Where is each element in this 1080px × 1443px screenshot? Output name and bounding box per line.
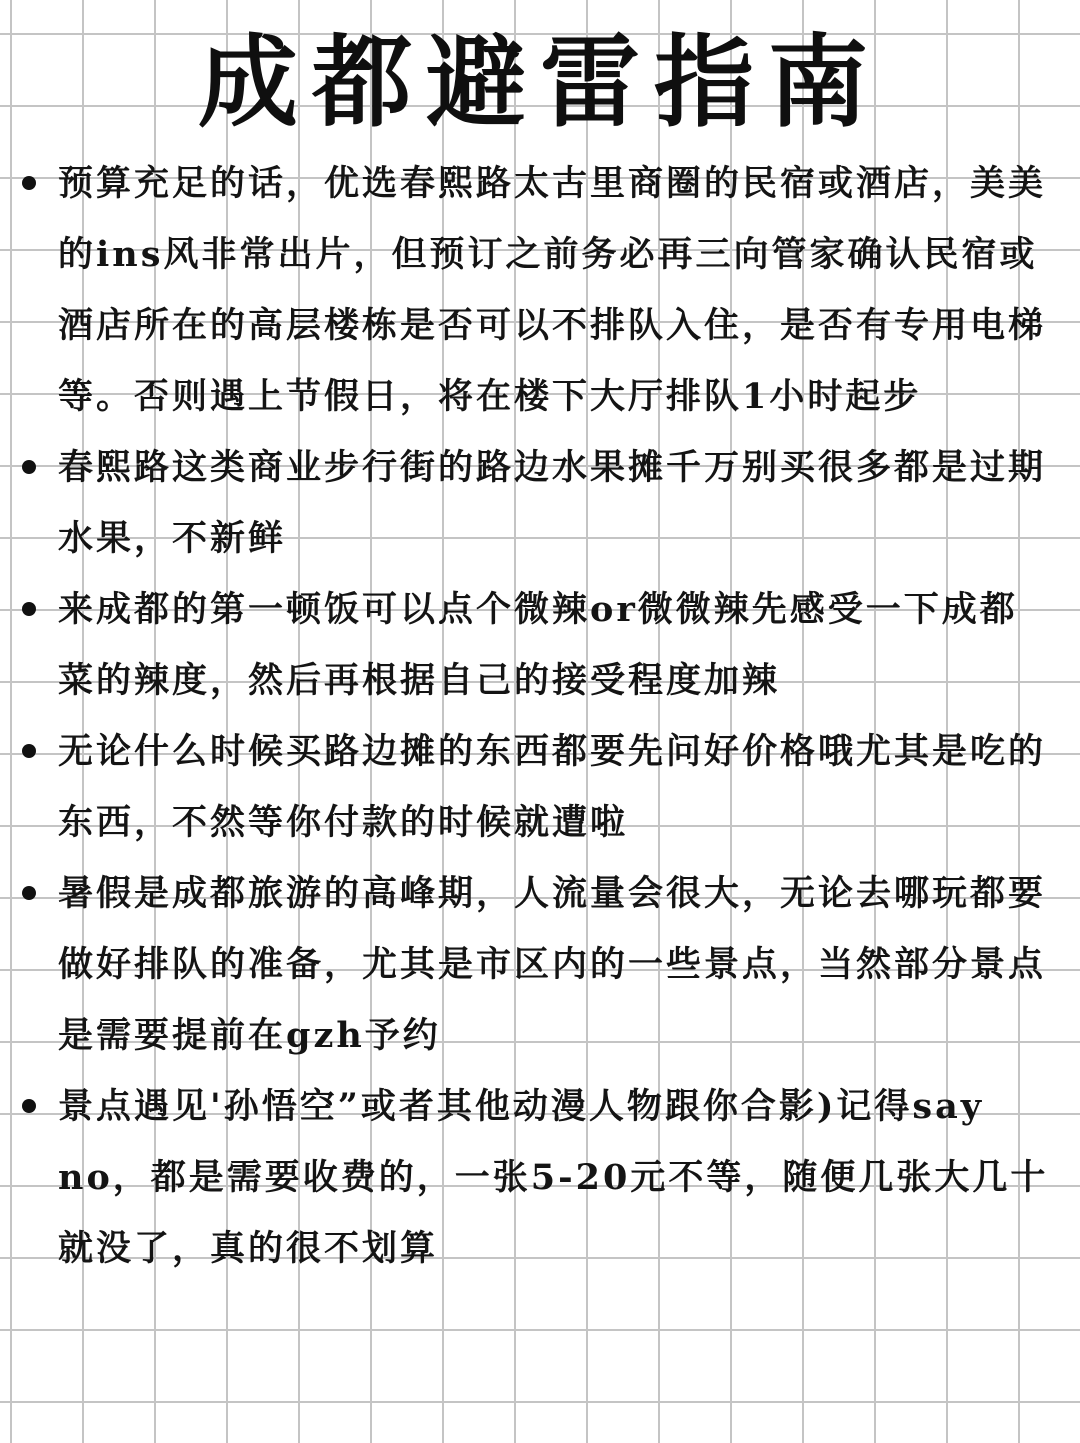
tip-text: 无论什么时候买路边摊的东西都要先问好价格哦尤其是吃的东西，不然等你付款的时候就遭啦 [58, 731, 1047, 843]
tips-list [0, 148, 1080, 1284]
page-title: 成都避雷指南 [198, 23, 882, 141]
bullet-dot-icon [22, 886, 36, 900]
list-item [0, 574, 1080, 716]
tip-text: 暑假是成都旅游的高峰期，人流量会很大，无论去哪玩都要做好排队的准备，尤其是市区内的一些景点，当然部分景点是需要提前在gzh予约 [58, 873, 1047, 1056]
bullet-dot-icon [22, 744, 36, 758]
list-item [0, 432, 1080, 574]
bullet-dot-icon [22, 460, 36, 474]
bullet-dot-icon [22, 176, 36, 190]
list-item [0, 148, 1080, 432]
bullet-dot-icon [22, 1099, 36, 1113]
tip-text: 景点遇见'孙悟空”或者其他动漫人物跟你合影)记得say no，都是需要收费的，一张5-20元不等，随便几张大几十就没了，真的很不划算 [58, 1086, 1049, 1269]
tip-text: 预算充足的话，优选春熙路太古里商圈的民宿或酒店，美美的ins风非常出片，但预订之前务必再三向管家确认民宿或酒店所在的高层楼栋是否可以不排队入住，是否有专用电梯等。否则遇上节假日，将在楼下大厅排队1小时起步 [58, 163, 1047, 417]
list-item [0, 858, 1080, 1071]
list-item [0, 716, 1080, 858]
tip-text: 来成都的第一顿饭可以点个微辣or微微辣先感受一下成都菜的辣度，然后再根据自己的接受程度加辣 [58, 589, 1018, 701]
list-item [0, 1071, 1080, 1284]
tip-text: 春熙路这类商业步行街的路边水果摊千万别买很多都是过期水果，不新鲜 [58, 447, 1047, 559]
bullet-dot-icon [22, 602, 36, 616]
